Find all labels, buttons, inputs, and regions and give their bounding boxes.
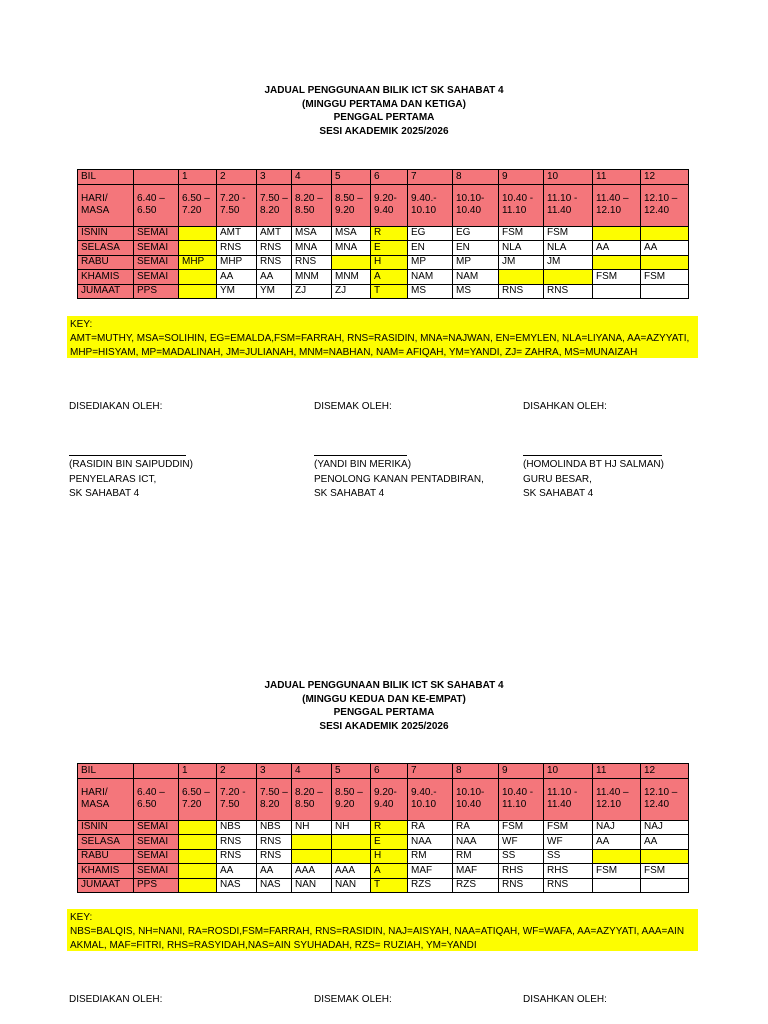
schedule-cell: MP bbox=[408, 255, 453, 270]
schedule-cell: NAJ bbox=[593, 820, 641, 835]
schedule-cell: T bbox=[371, 878, 408, 893]
schedule-cell: MHP bbox=[179, 255, 217, 270]
schedule-cell bbox=[292, 849, 332, 864]
schedule-cell: AA bbox=[641, 241, 689, 256]
schedule-cell: NBS bbox=[217, 820, 257, 835]
header-cell: 5 bbox=[332, 170, 371, 185]
table-row bbox=[78, 820, 689, 835]
schedule-cell: FSM bbox=[593, 270, 641, 285]
schedule-cell: NLA bbox=[499, 241, 544, 256]
day-cell: ISNIN bbox=[78, 226, 134, 241]
header-cell: 6 bbox=[371, 170, 408, 185]
title-line: JADUAL PENGGUNAAN BILIK ICT SK SAHABAT 4 bbox=[264, 680, 504, 691]
schedule-cell: ZJ bbox=[292, 284, 332, 299]
header-cell: 4 bbox=[292, 764, 332, 779]
time-cell: 9.20- 9.40 bbox=[371, 184, 408, 226]
schedule-cell: NH bbox=[292, 820, 332, 835]
table-row bbox=[78, 255, 689, 270]
schedule-cell bbox=[641, 255, 689, 270]
schedule-cell: FSM bbox=[641, 270, 689, 285]
key-line: AKMAL, MAF=FITRI, RHS=RASYIDAH,NAS=AIN SYUHADAH, RZS= RUZIAH, YM=YANDI bbox=[70, 940, 477, 951]
day-cell: KHAMIS bbox=[78, 864, 134, 879]
signatory-role: PENOLONG KANAN PENTADBIRAN, bbox=[314, 473, 484, 485]
header-cell: 8 bbox=[453, 170, 499, 185]
header-cell bbox=[134, 170, 179, 185]
header-cell: 12 bbox=[641, 764, 689, 779]
title-line: (MINGGU KEDUA DAN KE-EMPAT) bbox=[302, 693, 466, 705]
schedule-cell: NAS bbox=[257, 878, 292, 893]
schedule-cell: MP bbox=[453, 255, 499, 270]
signatory-role: GURU BESAR, bbox=[523, 473, 592, 485]
schedule-cell bbox=[641, 284, 689, 299]
time-cell: HARI/ MASA bbox=[78, 778, 134, 820]
time-cell: 10.10- 10.40 bbox=[453, 184, 499, 226]
schedule-cell: FSM bbox=[499, 820, 544, 835]
approved-by-block bbox=[523, 458, 664, 502]
schedule-cell: MSA bbox=[332, 226, 371, 241]
time-cell: 8.20 – 8.50 bbox=[292, 778, 332, 820]
schedule-cell: MNM bbox=[332, 270, 371, 285]
table-row bbox=[78, 878, 689, 893]
header-cell: 1 bbox=[179, 170, 217, 185]
time-cell: 10.40 - 11.10 bbox=[499, 778, 544, 820]
schedule-cell: AA bbox=[593, 241, 641, 256]
header-cell: BIL bbox=[78, 764, 134, 779]
key-line: AMT=MUTHY, MSA=SOLIHIN, EG=EMALDA,FSM=FARRAH, RNS=RASIDIN, MNA=NAJWAN, EN=EMYLEN, NLA=LIYANA, AA=AZYYATI, bbox=[70, 333, 690, 344]
signatory-name: (YANDI BIN MERIKA) bbox=[314, 459, 412, 470]
table-header-row bbox=[78, 764, 689, 779]
schedule-cell: RNS bbox=[292, 255, 332, 270]
schedule-cell: SEMAI bbox=[134, 241, 179, 256]
schedule-cell: AA bbox=[257, 270, 292, 285]
time-cell: 9.40.- 10.10 bbox=[408, 184, 453, 226]
schedule-cell: SEMAI bbox=[134, 849, 179, 864]
header-cell: 5 bbox=[332, 764, 371, 779]
schedule-cell bbox=[593, 255, 641, 270]
schedule-cell bbox=[593, 878, 641, 893]
checked-by-label: DISEMAK OLEH: bbox=[314, 994, 392, 1005]
signature-line bbox=[69, 455, 186, 456]
schedule-cell: H bbox=[371, 849, 408, 864]
schedule-cell: RNS bbox=[217, 241, 257, 256]
schedule-cell bbox=[641, 878, 689, 893]
schedule-cell: MNA bbox=[292, 241, 332, 256]
schedule-cell: EN bbox=[453, 241, 499, 256]
schedule-cell: AMT bbox=[257, 226, 292, 241]
schedule-cell: AA bbox=[593, 835, 641, 850]
key-line: KEY: bbox=[70, 319, 93, 330]
time-cell: 9.20- 9.40 bbox=[371, 778, 408, 820]
schedule-cell: NAS bbox=[217, 878, 257, 893]
approved-by-label: DISAHKAN OLEH: bbox=[523, 401, 607, 412]
schedule-cell bbox=[179, 878, 217, 893]
table-row bbox=[78, 226, 689, 241]
schedule-cell: E bbox=[371, 241, 408, 256]
schedule-cell: MNA bbox=[332, 241, 371, 256]
time-cell: 9.40.- 10.10 bbox=[408, 778, 453, 820]
time-cell: 6.40 – 6.50 bbox=[134, 778, 179, 820]
schedule-cell: JM bbox=[499, 255, 544, 270]
schedule-cell: PPS bbox=[134, 284, 179, 299]
prepared-by-label: DISEDIAKAN OLEH: bbox=[69, 401, 163, 412]
header-cell: 3 bbox=[257, 764, 292, 779]
schedule-cell: RZS bbox=[453, 878, 499, 893]
time-cell: 11.10 - 11.40 bbox=[544, 184, 593, 226]
schedule-cell: RM bbox=[453, 849, 499, 864]
schedule-cell bbox=[179, 270, 217, 285]
signatory-school: SK SAHABAT 4 bbox=[69, 488, 140, 499]
title-line: JADUAL PENGGUNAAN BILIK ICT SK SAHABAT 4 bbox=[264, 85, 504, 96]
day-cell: JUMAAT bbox=[78, 284, 134, 299]
schedule-cell: A bbox=[371, 864, 408, 879]
signature-line bbox=[523, 455, 662, 456]
schedule-cell: SEMAI bbox=[134, 835, 179, 850]
time-cell: HARI/ MASA bbox=[78, 184, 134, 226]
header-cell: 8 bbox=[453, 764, 499, 779]
prepared-by-label: DISEDIAKAN OLEH: bbox=[69, 994, 163, 1005]
time-cell: 12.10 – 12.40 bbox=[641, 184, 689, 226]
schedule-cell bbox=[179, 820, 217, 835]
schedule-cell: FSM bbox=[641, 864, 689, 879]
table-header-row bbox=[78, 170, 689, 185]
schedule-cell: RNS bbox=[257, 835, 292, 850]
signatory-role: PENYELARAS ICT, bbox=[69, 473, 157, 485]
schedule-cell: RNS bbox=[544, 878, 593, 893]
time-cell: 6.40 – 6.50 bbox=[134, 184, 179, 226]
schedule-cell: EG bbox=[408, 226, 453, 241]
schedule-cell: SEMAI bbox=[134, 820, 179, 835]
schedule-cell: AMT bbox=[217, 226, 257, 241]
approved-by-label: DISAHKAN OLEH: bbox=[523, 994, 607, 1005]
header-cell: 10 bbox=[544, 170, 593, 185]
schedule-cell: SS bbox=[499, 849, 544, 864]
schedule-cell bbox=[179, 284, 217, 299]
header-cell: 12 bbox=[641, 170, 689, 185]
schedule-cell: RNS bbox=[217, 849, 257, 864]
checked-by-block bbox=[314, 458, 484, 502]
schedule-cell: YM bbox=[257, 284, 292, 299]
schedule-cell: RHS bbox=[499, 864, 544, 879]
schedule-cell bbox=[544, 270, 593, 285]
schedule-cell: AAA bbox=[332, 864, 371, 879]
schedule-cell bbox=[332, 835, 371, 850]
table-time-row bbox=[78, 778, 689, 820]
schedule-cell: RNS bbox=[217, 835, 257, 850]
day-cell: KHAMIS bbox=[78, 270, 134, 285]
schedule-cell: RNS bbox=[257, 849, 292, 864]
schedule-cell: FSM bbox=[499, 226, 544, 241]
schedule-cell: PPS bbox=[134, 878, 179, 893]
time-cell: 11.40 – 12.10 bbox=[593, 184, 641, 226]
signatory-school: SK SAHABAT 4 bbox=[523, 488, 594, 499]
schedule-cell: MAF bbox=[453, 864, 499, 879]
table-time-row bbox=[78, 184, 689, 226]
time-cell: 11.40 – 12.10 bbox=[593, 778, 641, 820]
schedule-cell: FSM bbox=[544, 820, 593, 835]
schedule-cell: SEMAI bbox=[134, 270, 179, 285]
header-cell: 11 bbox=[593, 764, 641, 779]
schedule-cell: YM bbox=[217, 284, 257, 299]
time-cell: 6.50 – 7.20 bbox=[179, 778, 217, 820]
table-row bbox=[78, 270, 689, 285]
schedule-cell: NAN bbox=[292, 878, 332, 893]
time-cell: 12.10 – 12.40 bbox=[641, 778, 689, 820]
schedule-cell: H bbox=[371, 255, 408, 270]
schedule-cell: RHS bbox=[544, 864, 593, 879]
time-cell: 11.10 - 11.40 bbox=[544, 778, 593, 820]
signature-line bbox=[314, 455, 407, 456]
schedule-cell: MHP bbox=[217, 255, 257, 270]
schedule-cell bbox=[292, 835, 332, 850]
schedule-cell: AA bbox=[217, 864, 257, 879]
key-legend-1 bbox=[67, 316, 698, 358]
schedule-cell: R bbox=[371, 820, 408, 835]
schedule-cell bbox=[593, 284, 641, 299]
schedule-cell: E bbox=[371, 835, 408, 850]
title-line: (MINGGU PERTAMA DAN KETIGA) bbox=[302, 98, 466, 110]
schedule-cell: AA bbox=[641, 835, 689, 850]
time-cell: 6.50 – 7.20 bbox=[179, 184, 217, 226]
signatory-name: (RASIDIN BIN SAIPUDDIN) bbox=[69, 459, 193, 470]
day-cell: SELASA bbox=[78, 835, 134, 850]
schedule-cell: WF bbox=[499, 835, 544, 850]
key-line: NBS=BALQIS, NH=NANI, RA=ROSDI,FSM=FARRAH, RNS=RASIDIN, NAJ=AISYAH, NAA=ATIQAH, WF=WAFA, AA=AZYYATI, AAA=AIN bbox=[70, 926, 685, 937]
schedule-cell: RNS bbox=[544, 284, 593, 299]
schedule-cell: JM bbox=[544, 255, 593, 270]
table-row bbox=[78, 864, 689, 879]
day-cell: JUMAAT bbox=[78, 878, 134, 893]
schedule-cell: SEMAI bbox=[134, 864, 179, 879]
schedule-cell bbox=[593, 849, 641, 864]
header-cell: 10 bbox=[544, 764, 593, 779]
header-cell bbox=[134, 764, 179, 779]
header-cell: 9 bbox=[499, 170, 544, 185]
schedule-cell: RNS bbox=[499, 878, 544, 893]
schedule-cell: NAA bbox=[408, 835, 453, 850]
schedule-cell bbox=[332, 255, 371, 270]
schedule-cell: EG bbox=[453, 226, 499, 241]
schedule-cell bbox=[641, 226, 689, 241]
timetable-2 bbox=[77, 763, 689, 893]
schedule-cell: AAA bbox=[292, 864, 332, 879]
schedule-cell: SEMAI bbox=[134, 226, 179, 241]
header-cell: 9 bbox=[499, 764, 544, 779]
schedule-cell: MSA bbox=[292, 226, 332, 241]
time-cell: 7.50 – 8.20 bbox=[257, 184, 292, 226]
schedule-cell bbox=[179, 241, 217, 256]
schedule-cell: RNS bbox=[257, 241, 292, 256]
schedule-cell bbox=[593, 226, 641, 241]
schedule1-title bbox=[0, 84, 768, 138]
schedule-cell bbox=[179, 835, 217, 850]
header-cell: BIL bbox=[78, 170, 134, 185]
schedule-cell: RZS bbox=[408, 878, 453, 893]
table-row bbox=[78, 835, 689, 850]
header-cell: 2 bbox=[217, 170, 257, 185]
schedule-cell: NAN bbox=[332, 878, 371, 893]
header-cell: 3 bbox=[257, 170, 292, 185]
schedule-cell: SS bbox=[544, 849, 593, 864]
schedule-cell: FSM bbox=[593, 864, 641, 879]
schedule-cell: NAM bbox=[408, 270, 453, 285]
schedule-cell bbox=[332, 849, 371, 864]
schedule-cell: MNM bbox=[292, 270, 332, 285]
title-line: SESI AKADEMIK 2025/2026 bbox=[319, 720, 449, 732]
prepared-by-block bbox=[69, 458, 193, 502]
schedule-cell bbox=[179, 226, 217, 241]
time-cell: 8.50 – 9.20 bbox=[332, 184, 371, 226]
day-cell: ISNIN bbox=[78, 820, 134, 835]
time-cell: 10.10- 10.40 bbox=[453, 778, 499, 820]
header-cell: 1 bbox=[179, 764, 217, 779]
time-cell: 8.50 – 9.20 bbox=[332, 778, 371, 820]
schedule-cell: NAM bbox=[453, 270, 499, 285]
schedule-cell: MS bbox=[408, 284, 453, 299]
schedule-cell: NAA bbox=[453, 835, 499, 850]
schedule-cell bbox=[179, 849, 217, 864]
checked-by-label: DISEMAK OLEH: bbox=[314, 401, 392, 412]
table-row bbox=[78, 284, 689, 299]
time-cell: 7.20 - 7.50 bbox=[217, 184, 257, 226]
schedule-cell: WF bbox=[544, 835, 593, 850]
schedule-cell: AA bbox=[257, 864, 292, 879]
day-cell: RABU bbox=[78, 255, 134, 270]
time-cell: 8.20 – 8.50 bbox=[292, 184, 332, 226]
schedule-cell: RM bbox=[408, 849, 453, 864]
header-cell: 11 bbox=[593, 170, 641, 185]
header-cell: 7 bbox=[408, 764, 453, 779]
schedule-cell: RNS bbox=[257, 255, 292, 270]
schedule-cell: RA bbox=[408, 820, 453, 835]
day-cell: SELASA bbox=[78, 241, 134, 256]
schedule-cell: NLA bbox=[544, 241, 593, 256]
schedule-cell: AA bbox=[217, 270, 257, 285]
title-line: PENGGAL PERTAMA bbox=[333, 112, 435, 123]
schedule-cell: SEMAI bbox=[134, 255, 179, 270]
header-cell: 4 bbox=[292, 170, 332, 185]
schedule-cell: ZJ bbox=[332, 284, 371, 299]
schedule-cell: EN bbox=[408, 241, 453, 256]
schedule-cell: MS bbox=[453, 284, 499, 299]
time-cell: 10.40 - 11.10 bbox=[499, 184, 544, 226]
header-cell: 7 bbox=[408, 170, 453, 185]
title-line: PENGGAL PERTAMA bbox=[333, 707, 435, 718]
schedule-cell: T bbox=[371, 284, 408, 299]
time-cell: 7.50 – 8.20 bbox=[257, 778, 292, 820]
signatory-school: SK SAHABAT 4 bbox=[314, 488, 385, 499]
table-row bbox=[78, 849, 689, 864]
schedule2-title bbox=[0, 679, 768, 733]
schedule-cell: RNS bbox=[499, 284, 544, 299]
schedule-cell: NBS bbox=[257, 820, 292, 835]
schedule-cell: NH bbox=[332, 820, 371, 835]
schedule-cell: MAF bbox=[408, 864, 453, 879]
table-row bbox=[78, 241, 689, 256]
time-cell: 7.20 - 7.50 bbox=[217, 778, 257, 820]
schedule-cell bbox=[641, 849, 689, 864]
key-legend-2 bbox=[67, 909, 698, 951]
schedule-cell: A bbox=[371, 270, 408, 285]
key-line: KEY: bbox=[70, 912, 93, 923]
schedule-cell: NAJ bbox=[641, 820, 689, 835]
schedule-cell: RA bbox=[453, 820, 499, 835]
title-line: SESI AKADEMIK 2025/2026 bbox=[319, 125, 449, 137]
schedule-cell bbox=[179, 864, 217, 879]
header-cell: 6 bbox=[371, 764, 408, 779]
signatory-name: (HOMOLINDA BT HJ SALMAN) bbox=[523, 459, 664, 470]
day-cell: RABU bbox=[78, 849, 134, 864]
schedule-cell bbox=[499, 270, 544, 285]
header-cell: 2 bbox=[217, 764, 257, 779]
schedule-cell: FSM bbox=[544, 226, 593, 241]
schedule-cell: R bbox=[371, 226, 408, 241]
timetable-1 bbox=[77, 169, 689, 299]
key-line: MHP=HISYAM, MP=MADALINAH, JM=JULIANAH, MNM=NABHAN, NAM= AFIQAH, YM=YANDI, ZJ= ZAHRA, MS=MUNAIZAH bbox=[70, 347, 638, 358]
